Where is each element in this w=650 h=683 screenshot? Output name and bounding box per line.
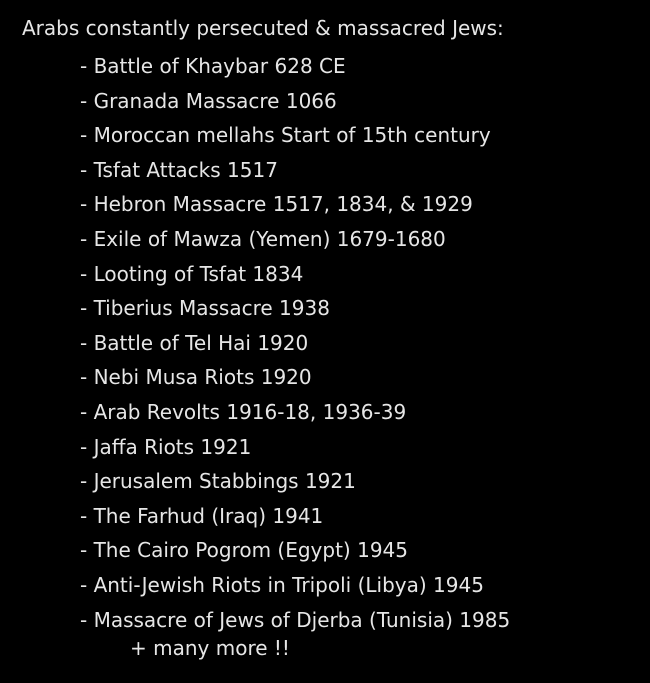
list-item: - Nebi Musa Riots 1920 <box>80 365 312 390</box>
list-footer: + many more !! <box>130 636 290 660</box>
list-item: - The Farhud (Iraq) 1941 <box>80 503 324 528</box>
list-item: - Anti-Jewish Riots in Tripoli (Libya) 1945 <box>80 572 484 597</box>
list-item: - Tsfat Attacks 1517 <box>80 157 278 182</box>
list-item: - Looting of Tsfat 1834 <box>80 261 304 286</box>
list-heading: Arabs constantly persecuted & massacred Jews: <box>22 16 504 40</box>
list-item: - Arab Revolts 1916-18, 1936-39 <box>80 399 407 424</box>
list-item: - Battle of Khaybar 628 CE <box>80 54 346 78</box>
events-list <box>80 49 510 637</box>
list-item: - Jerusalem Stabbings 1921 <box>80 469 356 494</box>
list-item: - Hebron Massacre 1517, 1834, & 1929 <box>80 192 473 217</box>
list-item: - Battle of Tel Hai 1920 <box>80 330 309 355</box>
list-item: - Massacre of Jews of Djerba (Tunisia) 1985 <box>80 607 511 632</box>
list-item: - Tiberius Massacre 1938 <box>80 296 330 321</box>
list-item: - Moroccan mellahs Start of 15th century <box>80 123 491 148</box>
list-item: - Jaffa Riots 1921 <box>80 434 252 459</box>
list-item: - Granada Massacre 1066 <box>80 88 337 113</box>
list-item: - The Cairo Pogrom (Egypt) 1945 <box>80 538 408 563</box>
list-item: - Exile of Mawza (Yemen) 1679-1680 <box>80 226 446 251</box>
